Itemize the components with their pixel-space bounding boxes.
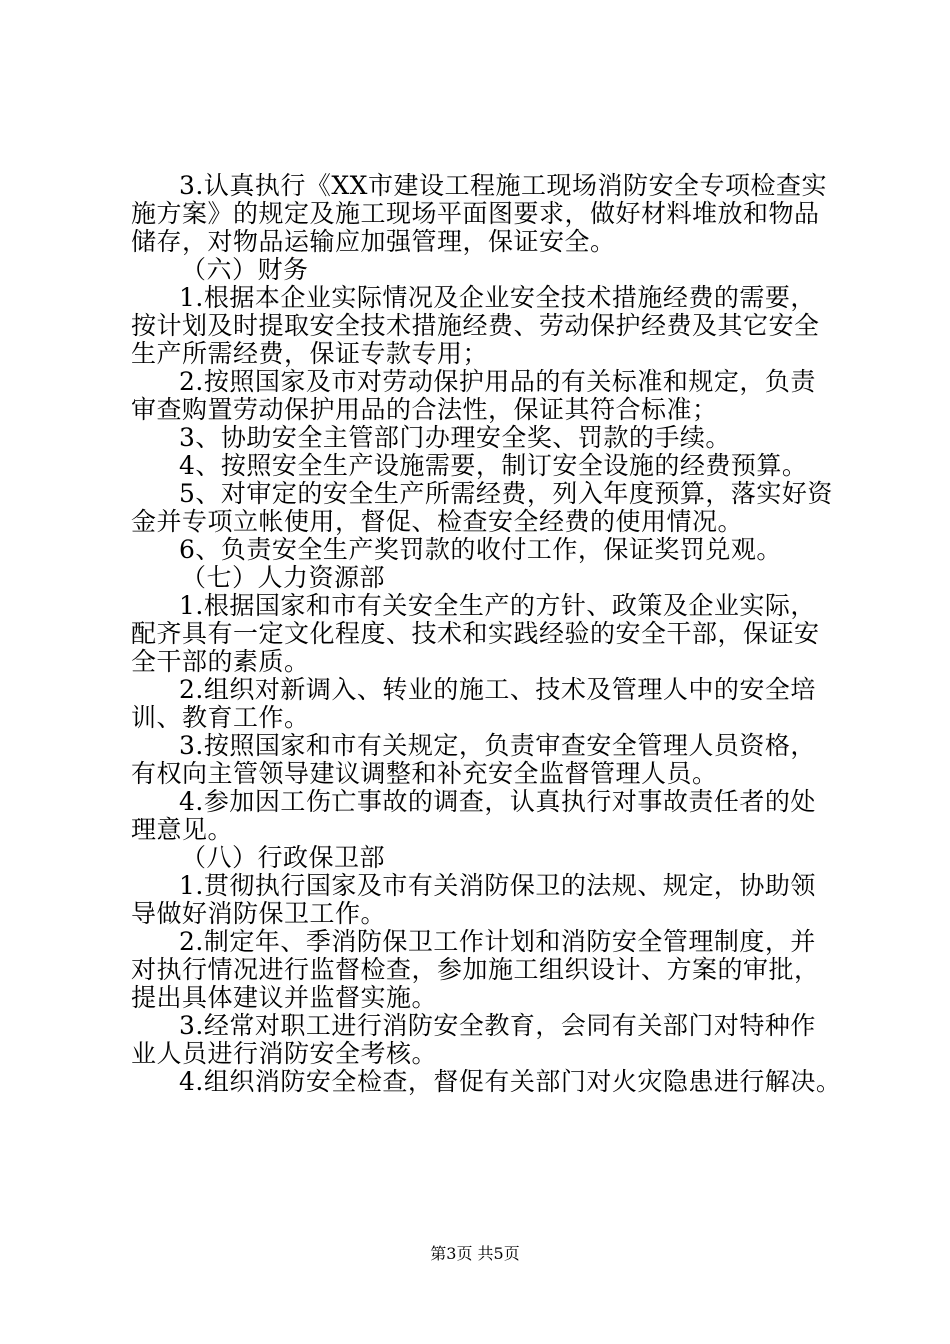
paragraph-line: 有权向主管领导建议调整和补充安全监督管理人员。 — [131, 759, 718, 788]
paragraph-line: 配齐具有一定文化程度、技术和实践经验的安全干部，保证安 — [131, 619, 820, 648]
paragraph-line: 业人员进行消防安全考核。 — [131, 1039, 438, 1068]
paragraph-line: 生产所需经费，保证专款专用； — [131, 339, 489, 368]
paragraph-line: 金并专项立帐使用，督促、检查安全经费的使用情况。 — [131, 507, 744, 536]
paragraph-line: 3.按照国家和市有关规定，负责审查安全管理人员资格， — [179, 731, 816, 760]
section-heading-human-resources: （七）人力资源部 — [181, 563, 386, 592]
section-heading-admin-security: （八）行政保卫部 — [181, 843, 386, 872]
paragraph-line: 3.经常对职工进行消防安全教育，会同有关部门对特种作 — [179, 1011, 816, 1040]
paragraph-line: 按计划及时提取安全技术措施经费、劳动保护经费及其它安全 — [131, 311, 820, 340]
paragraph-line: 施方案》的规定及施工现场平面图要求，做好材料堆放和物品 — [131, 199, 820, 228]
paragraph-line: 储存，对物品运输应加强管理，保证安全。 — [131, 227, 616, 256]
section-heading-finance: （六）财务 — [181, 255, 309, 284]
paragraph-line: 1.根据本企业实际情况及企业安全技术措施经费的需要， — [179, 283, 816, 312]
paragraph-line: 3.认真执行《XX市建设工程施工现场消防安全专项检查实 — [179, 171, 827, 200]
paragraph-line: 5、对审定的安全生产所需经费，列入年度预算，落实好资 — [179, 479, 833, 508]
paragraph-line: 全干部的素质。 — [131, 647, 310, 676]
paragraph-line: 2.组织对新调入、转业的施工、技术及管理人中的安全培 — [179, 675, 816, 704]
paragraph-line: 对执行情况进行监督检查，参加施工组织设计、方案的审批， — [131, 955, 820, 984]
paragraph-line: 2.制定年、季消防保卫工作计划和消防安全管理制度，并 — [179, 927, 816, 956]
paragraph-line: 4.组织消防安全检查，督促有关部门对火灾隐患进行解决。 — [179, 1067, 842, 1096]
document-body — [131, 172, 851, 1096]
paragraph-line: 6、负责安全生产奖罚款的收付工作，保证奖罚兑观。 — [179, 535, 782, 564]
paragraph-line: 提出具体建议并监督实施。 — [131, 983, 438, 1012]
paragraph-line: 1.根据国家和市有关安全生产的方针、政策及企业实际， — [179, 591, 816, 620]
paragraph-line: 1.贯彻执行国家及市有关消防保卫的法规、规定，协助领 — [179, 871, 816, 900]
paragraph-line: 导做好消防保卫工作。 — [131, 899, 387, 928]
paragraph-line: 训、教育工作。 — [131, 703, 310, 732]
paragraph-line: 理意见。 — [131, 815, 234, 844]
paragraph-line: 2.按照国家及市对劳动保护用品的有关标准和规定，负责 — [179, 367, 816, 396]
paragraph-line: 4、按照安全生产设施需要，制订安全设施的经费预算。 — [179, 451, 808, 480]
paragraph-line: 3、协助安全主管部门办理安全奖、罚款的手续。 — [179, 423, 731, 452]
paragraph-line: 4.参加因工伤亡事故的调查，认真执行对事故责任者的处 — [179, 787, 816, 816]
paragraph-line: 审查购置劳动保护用品的合法性，保证其符合标准； — [131, 395, 718, 424]
page-number-footer: 第3页 共5页 — [430, 1244, 520, 1263]
